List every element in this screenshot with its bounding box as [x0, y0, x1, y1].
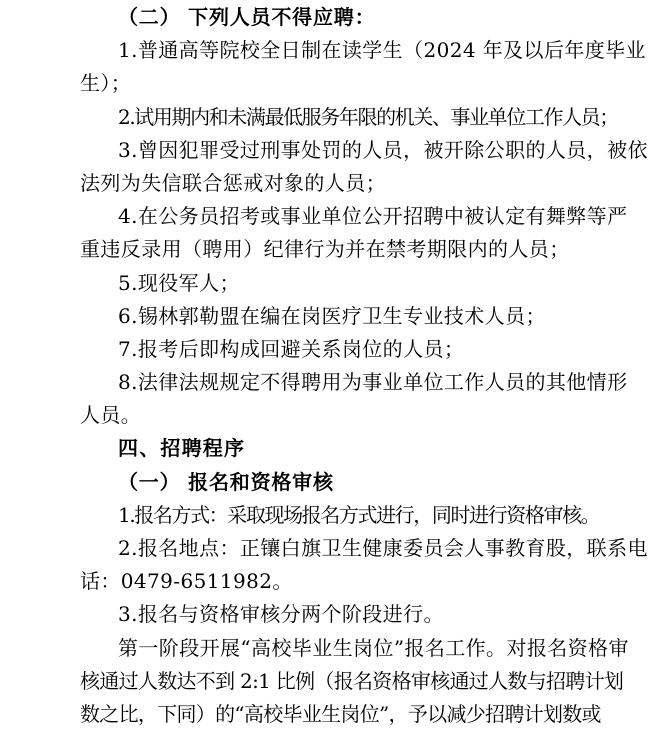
para-stage-one-line1: 第一阶段开展“高校毕业生岗位”报名工作。对报名资格审 [118, 635, 629, 660]
para-stage-one-line2: 核通过人数达不到 2:1 比例（报名资格审核通过人数与招聘计划 [80, 668, 624, 693]
para-ineligible-8-line1: 8.法律法规规定不得聘用为事业单位工作人员的其他情形 [118, 370, 628, 395]
para-registration-location-line1: 2.报名地点：正镶白旗卫生健康委员会人事教育股，联系电 [118, 536, 648, 560]
para-ineligible-1-line2: 生）； [80, 71, 132, 96]
para-ineligible-5: 5.现役军人； [118, 270, 240, 295]
para-ineligible-3-line1: 3.曾因犯罪受过刑事处罚的人员，被开除公职的人员，被依 [118, 137, 648, 162]
para-ineligible-2: 2.试用期内和未满最低服务年限的机关、事业单位工作人员； [118, 104, 618, 129]
para-ineligible-7: 7.报考后即构成回避关系岗位的人员； [118, 336, 465, 361]
heading-ineligible-applicants: （二） 下列人员不得应聘： [118, 5, 376, 29]
para-registration-method: 1.报名方式：采取现场报名方式进行，同时进行资格审核。 [118, 502, 600, 527]
para-registration-location-line2: 话：0479-6511982。 [80, 569, 293, 594]
para-ineligible-8-line2: 人员。 [80, 403, 142, 428]
para-stage-one-line3: 数之比，下同）的“高校毕业生岗位”，予以减少招聘计划数或 [80, 701, 601, 726]
para-ineligible-6: 6.锡林郭勒盟在编在岗医疗卫生专业技术人员； [118, 303, 546, 328]
para-ineligible-4-line1: 4.在公务员招考或事业单位公开招聘中被认定有舞弊等严 [118, 204, 628, 229]
para-registration-stages: 3.报名与资格审核分两个阶段进行。 [118, 602, 444, 627]
heading-recruitment-procedure: 四、招聘程序 [118, 436, 246, 461]
para-ineligible-3-line2: 法列为失信联合惩戒对象的人员； [80, 170, 386, 195]
heading-registration-and-review: （一） 报名和资格审核 [118, 469, 334, 494]
para-ineligible-4-line2: 重违反录用（聘用）纪律行为并在禁考期限内的人员； [80, 237, 570, 262]
para-ineligible-1-line1: 1.普通高等院校全日制在读学生（2024 年及以后年度毕业 [118, 38, 646, 63]
